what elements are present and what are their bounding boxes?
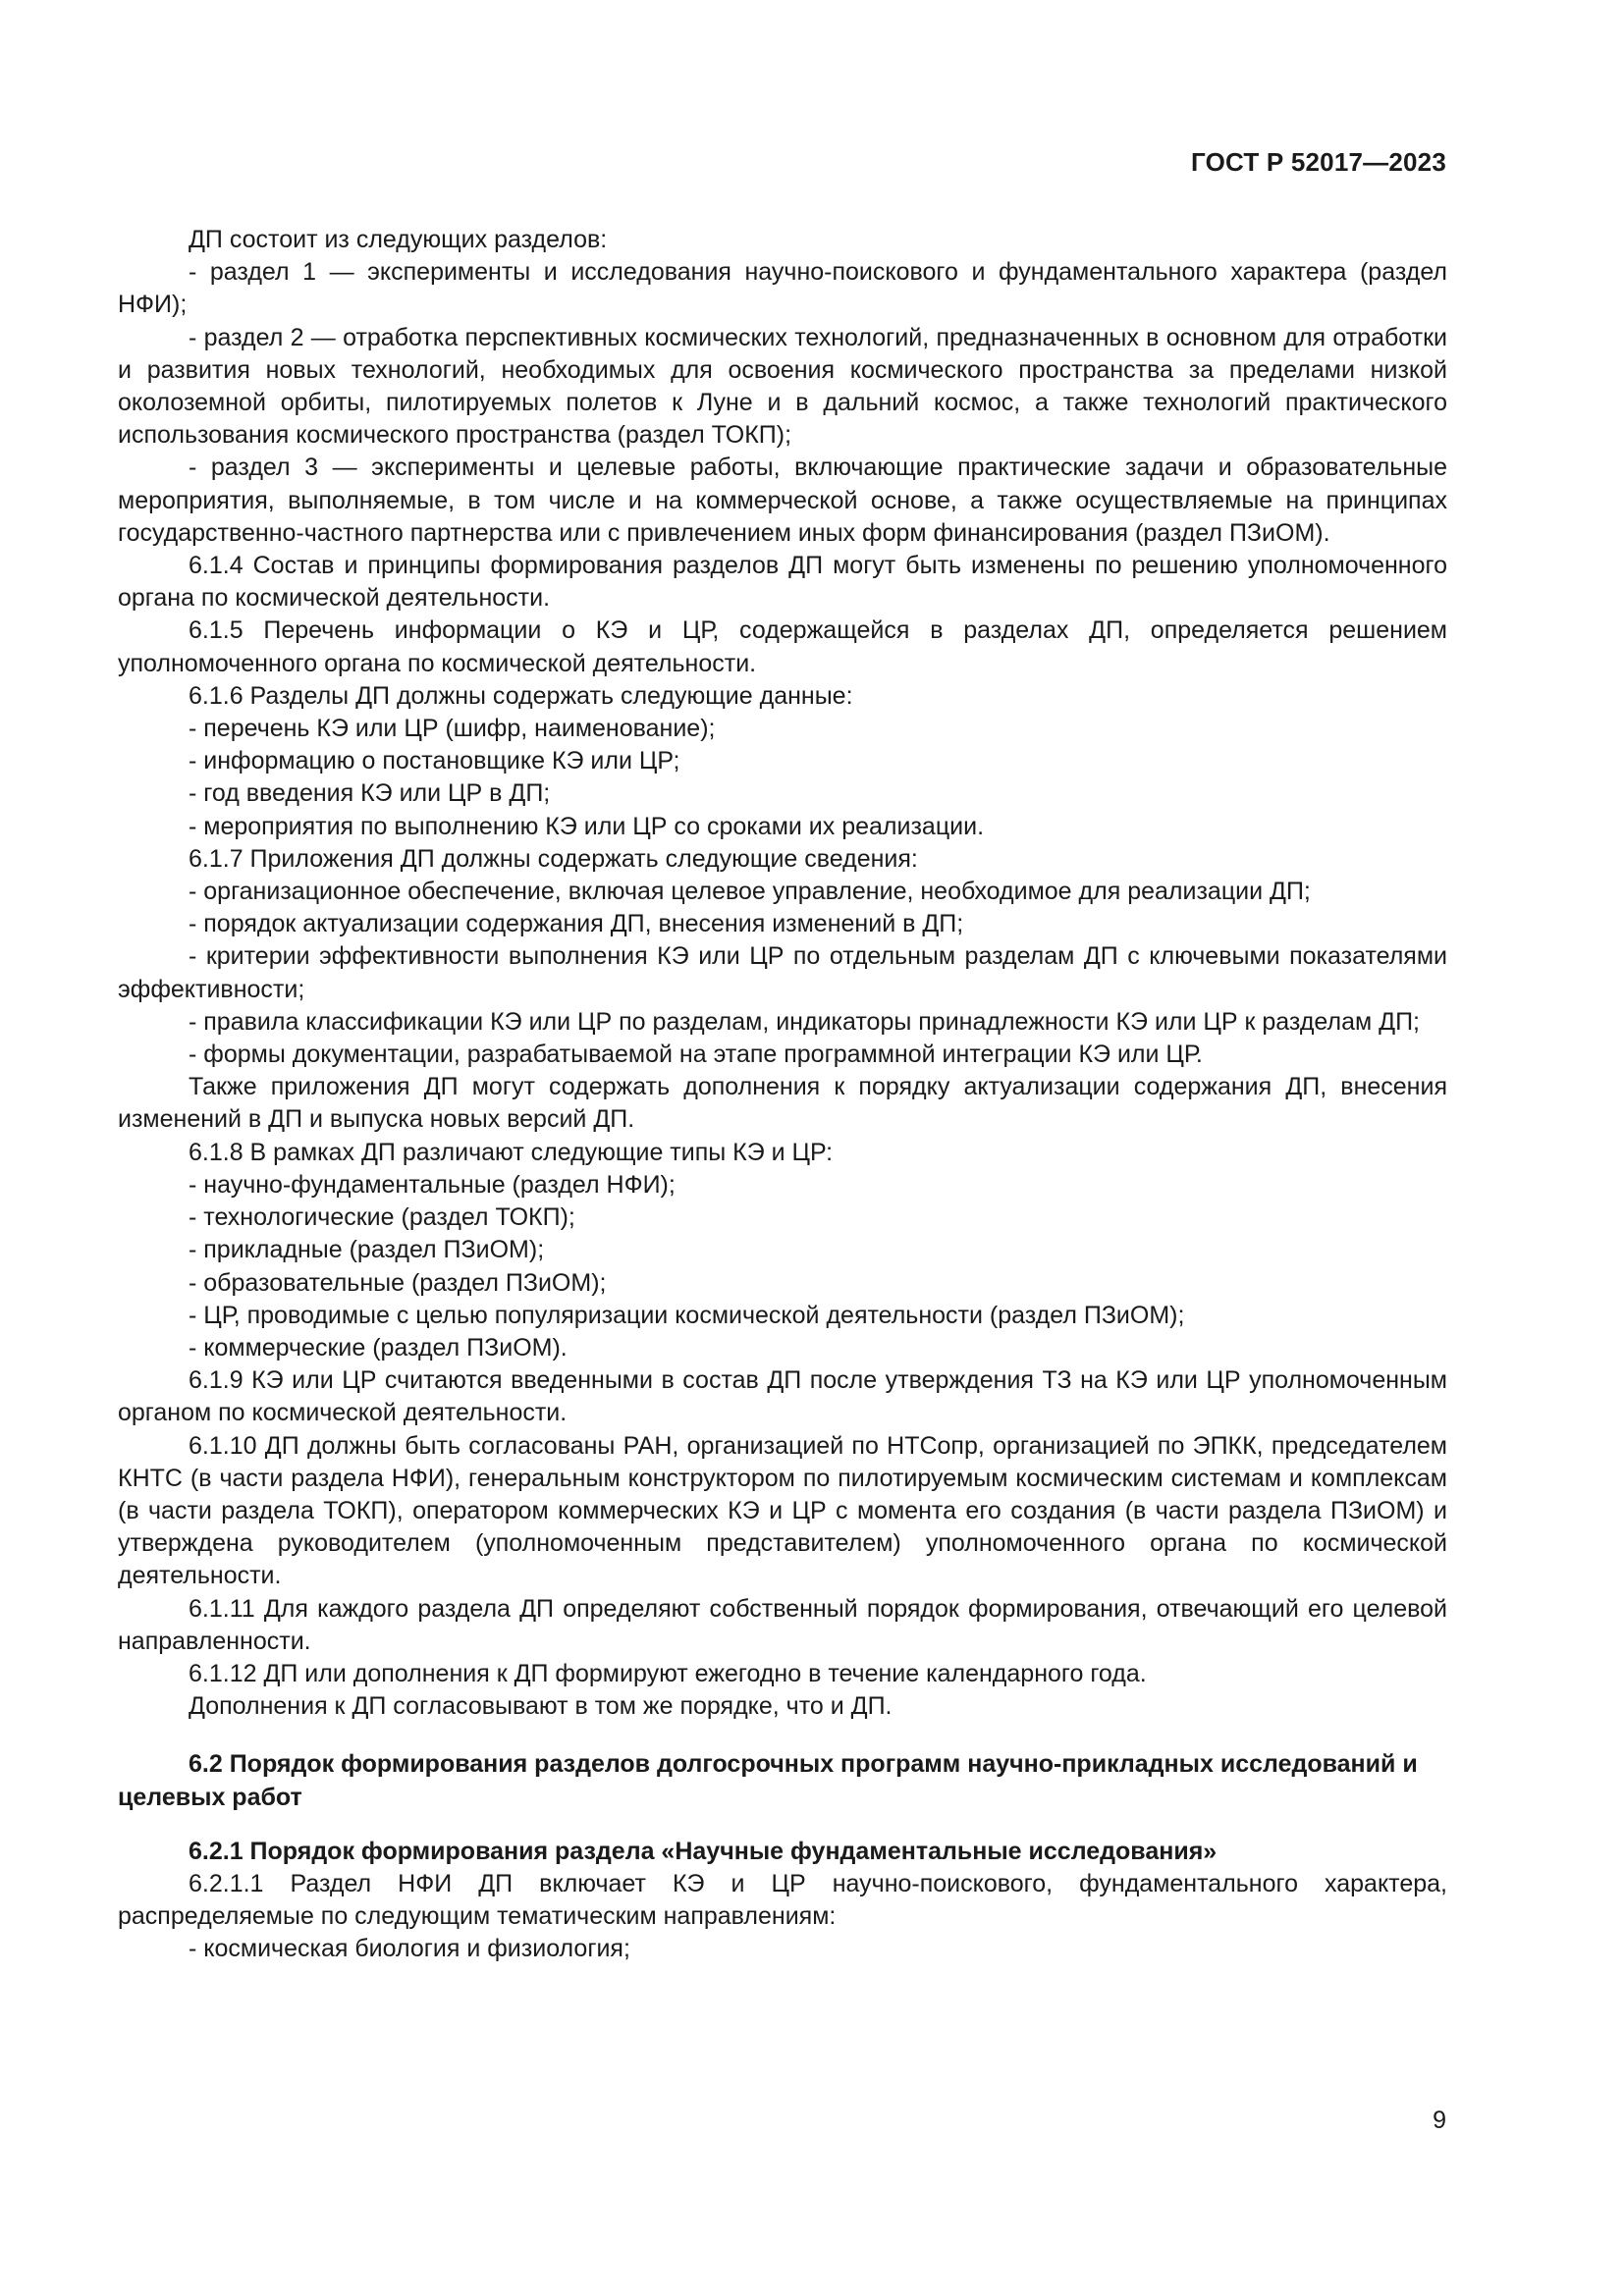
subsection-heading-6-2-1: 6.2.1 Порядок формирования раздела «Научные фундаментальные исследования»	[189, 1837, 1218, 1865]
paragraph: ДП состоит из следующих разделов:	[189, 226, 608, 253]
list-item: - критерии эффективности выполнения КЭ или ЦР по отдельным разделам ДП с ключевыми показателями эффективности;	[118, 942, 1447, 1003]
clause-6-1-5: 6.1.5 Перечень информации о КЭ и ЦР, содержащейся в разделах ДП, определяется решением уполномоченного органа по космической деятельности.	[118, 616, 1447, 677]
list-item: - формы документации, разрабатываемой на этапе программной интеграции КЭ или ЦР.	[189, 1041, 1203, 1069]
list-item: - перечень КЭ или ЦР (шифр, наименование);	[189, 715, 716, 743]
clause-6-2-1-1: 6.2.1.1 Раздел НФИ ДП включает КЭ и ЦР научно-поискового, фундаментального характера, распределяемые по следующим тематическим направлениям:	[118, 1869, 1447, 1931]
list-item: - организационное обеспечение, включая целевое управление, необходимое для реализации ДП;	[189, 878, 1311, 906]
list-item: - раздел 1 — эксперименты и исследования научно-поискового и фундаментального характера (раздел НФИ);	[118, 258, 1447, 319]
list-item: - год введения КЭ или ЦР в ДП;	[189, 779, 551, 808]
clause-6-1-11: 6.1.11 Для каждого раздела ДП определяют собственный порядок формирования, отвечающий его целевой направленности.	[118, 1594, 1447, 1655]
list-item: - прикладные (раздел ПЗиОМ);	[189, 1236, 545, 1264]
list-item: - информацию о постановщике КЭ или ЦР;	[189, 747, 680, 775]
list-item: - коммерческие (раздел ПЗиОМ).	[189, 1333, 568, 1362]
section-heading-6-2: 6.2 Порядок формирования разделов долгосрочных программ научно-прикладных исследований и целевых работ	[118, 1750, 1418, 1811]
document-header-code: ГОСТ Р 52017—2023	[1191, 147, 1446, 177]
clause-6-1-8: 6.1.8 В рамках ДП различают следующие типы КЭ и ЦР:	[189, 1138, 834, 1166]
list-item: - научно-фундаментальные (раздел НФИ);	[189, 1170, 676, 1199]
clause-6-1-12: 6.1.12 ДП или дополнения к ДП формируют ежегодно в течение календарного года.	[189, 1659, 1147, 1687]
list-item: - технологические (раздел ТОКП);	[189, 1203, 575, 1232]
list-item: - космическая биология и физиология;	[189, 1935, 630, 1963]
list-item: - мероприятия по выполнению КЭ или ЦР со сроками их реализации.	[189, 812, 985, 840]
list-item: - правила классификации КЭ или ЦР по разделам, индикаторы принадлежности КЭ или ЦР к разделам ДП;	[189, 1007, 1420, 1036]
clause-6-1-7: 6.1.7 Приложения ДП должны содержать следующие сведения:	[189, 844, 918, 873]
list-item: - ЦР, проводимые с целью популяризации космической деятельности (раздел ПЗиОМ);	[189, 1301, 1185, 1329]
list-item: - образовательные (раздел ПЗиОМ);	[189, 1268, 607, 1297]
list-item: - порядок актуализации содержания ДП, внесения изменений в ДП;	[189, 910, 964, 938]
document-body	[118, 224, 1447, 1966]
list-item: - раздел 3 — эксперименты и целевые работы, включающие практические задачи и образовательные мероприятия, выполняемые, в том числе и на коммерческой основе, а также осуществляемые на принципах государственно-частного партнерства или с привлечением иных форм финансирования (раздел ПЗиОМ).	[118, 454, 1447, 547]
clause-6-1-6: 6.1.6 Разделы ДП должны содержать следующие данные:	[189, 681, 853, 710]
clause-6-1-4: 6.1.4 Состав и принципы формирования разделов ДП могут быть изменены по решению уполномоченного органа по космической деятельности.	[118, 552, 1447, 613]
paragraph: Также приложения ДП могут содержать дополнения к порядку актуализации содержания ДП, внесения изменений в ДП и выпуска новых версий ДП.	[118, 1073, 1447, 1134]
list-item: - раздел 2 — отработка перспективных космических технологий, предназначенных в основном для отработки и развития новых технологий, необходимых для освоения космического пространства за пределами низкой околоземной орбиты, пилотируемых полетов к Луне и в дальний космос, а также технологий практического использования космического пространства (раздел ТОКП);	[118, 323, 1447, 450]
paragraph: Дополнения к ДП согласовывают в том же порядке, что и ДП.	[189, 1692, 893, 1721]
clause-6-1-10: 6.1.10 ДП должны быть согласованы РАН, организацией по НТСопр, организацией по ЭПКК, председателем КНТС (в части раздела НФИ), генеральным конструктором по пилотируемым космическим системам и комплексам (в части раздела ТОКП), оператором коммерческих КЭ и ЦР с момента его создания (в части раздела ПЗиОМ) и утверждена руководителем (уполномоченным представителем) уполномоченного органа по космической деятельности.	[118, 1431, 1447, 1590]
page-number: 9	[1433, 2107, 1446, 2134]
clause-6-1-9: 6.1.9 КЭ или ЦР считаются введенными в состав ДП после утверждения ТЗ на КЭ или ЦР уполномоченным органом по космической деятельности.	[118, 1366, 1447, 1427]
